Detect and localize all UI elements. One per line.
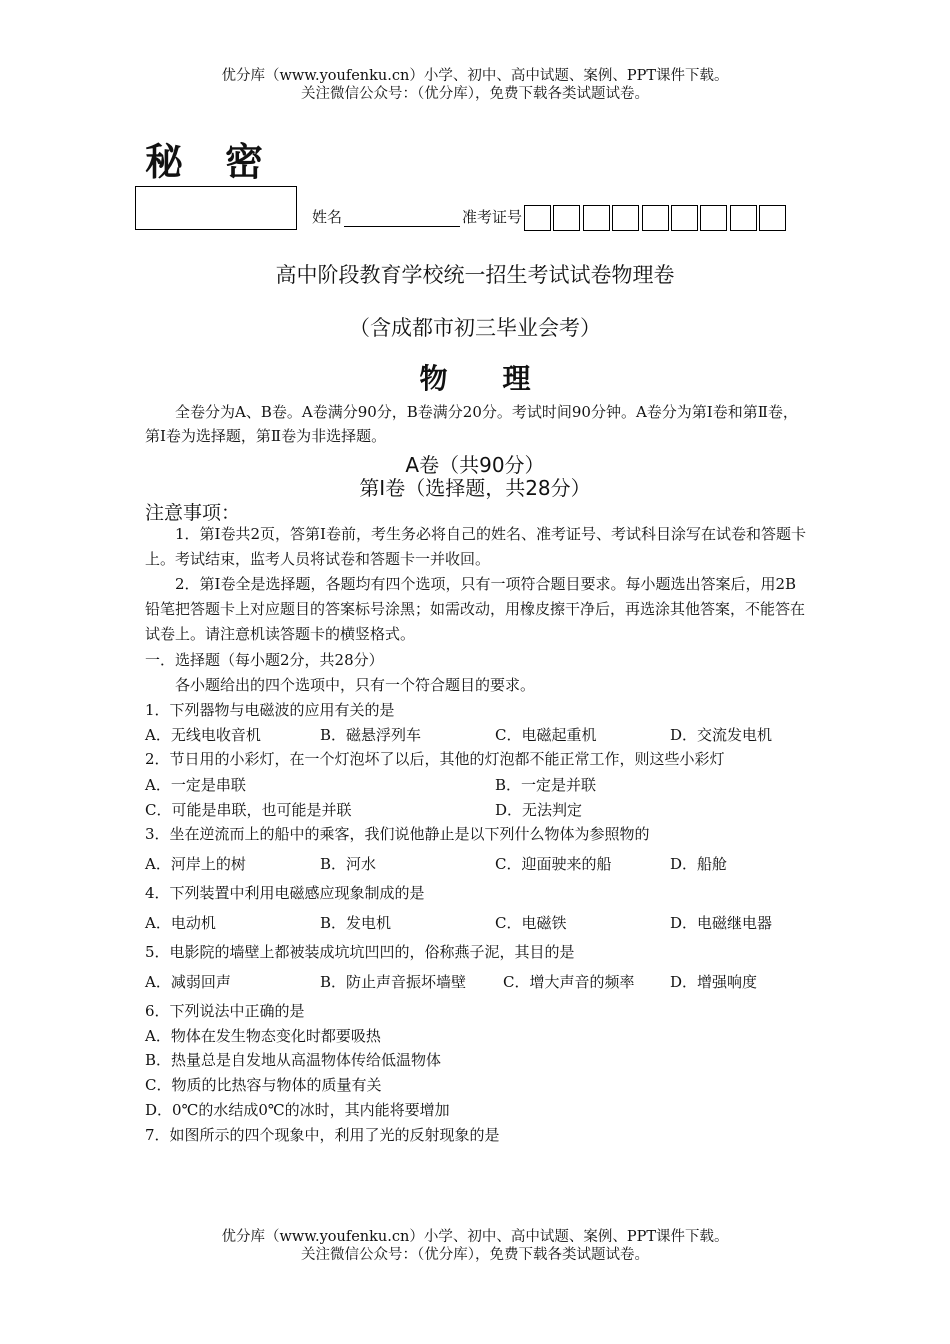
question-options bbox=[0, 799, 950, 819]
question-options bbox=[0, 774, 950, 794]
option: B．一定是并联 bbox=[495, 776, 597, 794]
question-options bbox=[0, 912, 950, 932]
question-stem: 7．如图所示的四个现象中，利用了光的反射现象的是 bbox=[145, 1126, 500, 1144]
option: B．发电机 bbox=[320, 914, 392, 932]
option: C．电磁铁 bbox=[495, 914, 567, 932]
notice-item-2: 2．第Ⅰ卷全是选择题，各题均有四个选项，只有一项符合题目要求。每小题选出答案后，用2B铅笔把答题卡上对应题目的答案标号涂黑；如需改动，用橡皮擦干净后，再选涂其他答案，不能答在试卷上。请注意机读答题卡的横竖格式。 bbox=[145, 575, 806, 643]
option: C．电磁起重机 bbox=[495, 726, 597, 744]
exam-subtitle: （含成都市初三毕业会考） bbox=[349, 316, 601, 340]
question-options bbox=[0, 971, 950, 991]
question-stem: 1．下列器物与电磁波的应用有关的是 bbox=[145, 701, 395, 719]
question-options bbox=[0, 724, 950, 744]
option: C．增大声音的频率 bbox=[503, 973, 635, 991]
exam-number-digit-box bbox=[700, 205, 727, 231]
option: D．增强响度 bbox=[670, 973, 758, 991]
question-stem: 5．电影院的墙壁上都被装成坑坑凹凹的，俗称燕子泥，其目的是 bbox=[145, 943, 575, 961]
option: C．迎面驶来的船 bbox=[495, 855, 612, 873]
exam-number-digit-box bbox=[759, 205, 786, 231]
option: B．河水 bbox=[320, 855, 377, 873]
subject-title: 物理 bbox=[419, 362, 586, 395]
option: C．物质的比热容与物体的质量有关 bbox=[145, 1076, 382, 1094]
question-stem: 6．下列说法中正确的是 bbox=[145, 1002, 305, 1020]
exam-number-digit-box bbox=[524, 205, 551, 231]
question-stem: 4．下列装置中利用电磁感应现象制成的是 bbox=[145, 884, 425, 902]
header-line-1: 优分库（www.youfenku.cn）小学、初中、高中试题、案例、PPT课件下载。 bbox=[221, 68, 729, 84]
footer-line-1: 优分库（www.youfenku.cn）小学、初中、高中试题、案例、PPT课件下载。 bbox=[221, 1229, 729, 1245]
option: D．船舱 bbox=[670, 855, 728, 873]
exam-number-label: 准考证号 bbox=[462, 208, 523, 226]
name-blank-line bbox=[344, 209, 460, 227]
option: A．电动机 bbox=[145, 914, 216, 932]
exam-number-digit-box bbox=[730, 205, 757, 231]
intro-paragraph: 全卷分为A、B卷。A卷满分90分，B卷满分20分。考试时间90分钟。A卷分为第Ⅰ卷和第Ⅱ卷，第Ⅰ卷为选择题，第Ⅱ卷为非选择题。 bbox=[145, 403, 798, 445]
option: D．无法判定 bbox=[495, 801, 583, 819]
question-stem: 3．坐在逆流而上的船中的乘客，我们说他静止是以下列什么物体为参照物的 bbox=[145, 825, 650, 843]
footer-line-2: 关注微信公众号：（优分库），免费下载各类试题试卷。 bbox=[301, 1247, 649, 1263]
question-options bbox=[0, 853, 950, 873]
exam-number-digit-box bbox=[583, 205, 610, 231]
option: A．无线电收音机 bbox=[145, 726, 261, 744]
exam-number-digit-box bbox=[612, 205, 639, 231]
option: B．热量总是自发地从高温物体传给低温物体 bbox=[145, 1051, 442, 1069]
option: D．电磁继电器 bbox=[670, 914, 773, 932]
option: A．一定是串联 bbox=[145, 776, 246, 794]
header-line-2: 关注微信公众号：（优分库），免费下载各类试题试卷。 bbox=[301, 86, 649, 102]
secret-mark: 秘密 bbox=[145, 140, 306, 184]
option: C．可能是串联，也可能是并联 bbox=[145, 801, 352, 819]
option: D．0℃的水结成0℃的冰时，其内能将要增加 bbox=[145, 1101, 450, 1119]
option: B．防止声音振坏墙壁 bbox=[320, 973, 467, 991]
notice-title: 注意事项： bbox=[145, 502, 241, 524]
exam-number-digit-box bbox=[553, 205, 580, 231]
seat-number-box bbox=[135, 186, 297, 230]
exam-number-digit-box bbox=[671, 205, 698, 231]
mc-heading: 一．选择题（每小题2分，共28分） bbox=[145, 651, 384, 669]
option: A．河岸上的树 bbox=[145, 855, 246, 873]
part-one-heading: 第Ⅰ卷（选择题，共28分） bbox=[359, 476, 591, 500]
exam-title: 高中阶段教育学校统一招生考试试卷物理卷 bbox=[275, 263, 675, 287]
section-a-heading: A卷（共90分） bbox=[405, 453, 545, 477]
notice-item-1: 1．第Ⅰ卷共2页，答第Ⅰ卷前，考生务必将自己的姓名、准考证号、考试科目涂写在试卷和答题卡上。考试结束，监考人员将试卷和答题卡一并收回。 bbox=[145, 525, 806, 568]
candidate-id-row bbox=[312, 201, 789, 227]
exam-number-boxes bbox=[524, 205, 789, 231]
option: D．交流发电机 bbox=[670, 726, 773, 744]
exam-number-digit-box bbox=[642, 205, 669, 231]
mc-instruction: 各小题给出的四个选项中，只有一个符合题目的要求。 bbox=[175, 676, 536, 694]
option: A．物体在发生物态变化时都要吸热 bbox=[145, 1027, 381, 1045]
option: B．磁悬浮列车 bbox=[320, 726, 422, 744]
option: A．减弱回声 bbox=[145, 973, 231, 991]
name-label: 姓名 bbox=[312, 208, 343, 226]
question-stem: 2．节日用的小彩灯，在一个灯泡坏了以后，其他的灯泡都不能正常工作，则这些小彩灯 bbox=[145, 750, 725, 768]
